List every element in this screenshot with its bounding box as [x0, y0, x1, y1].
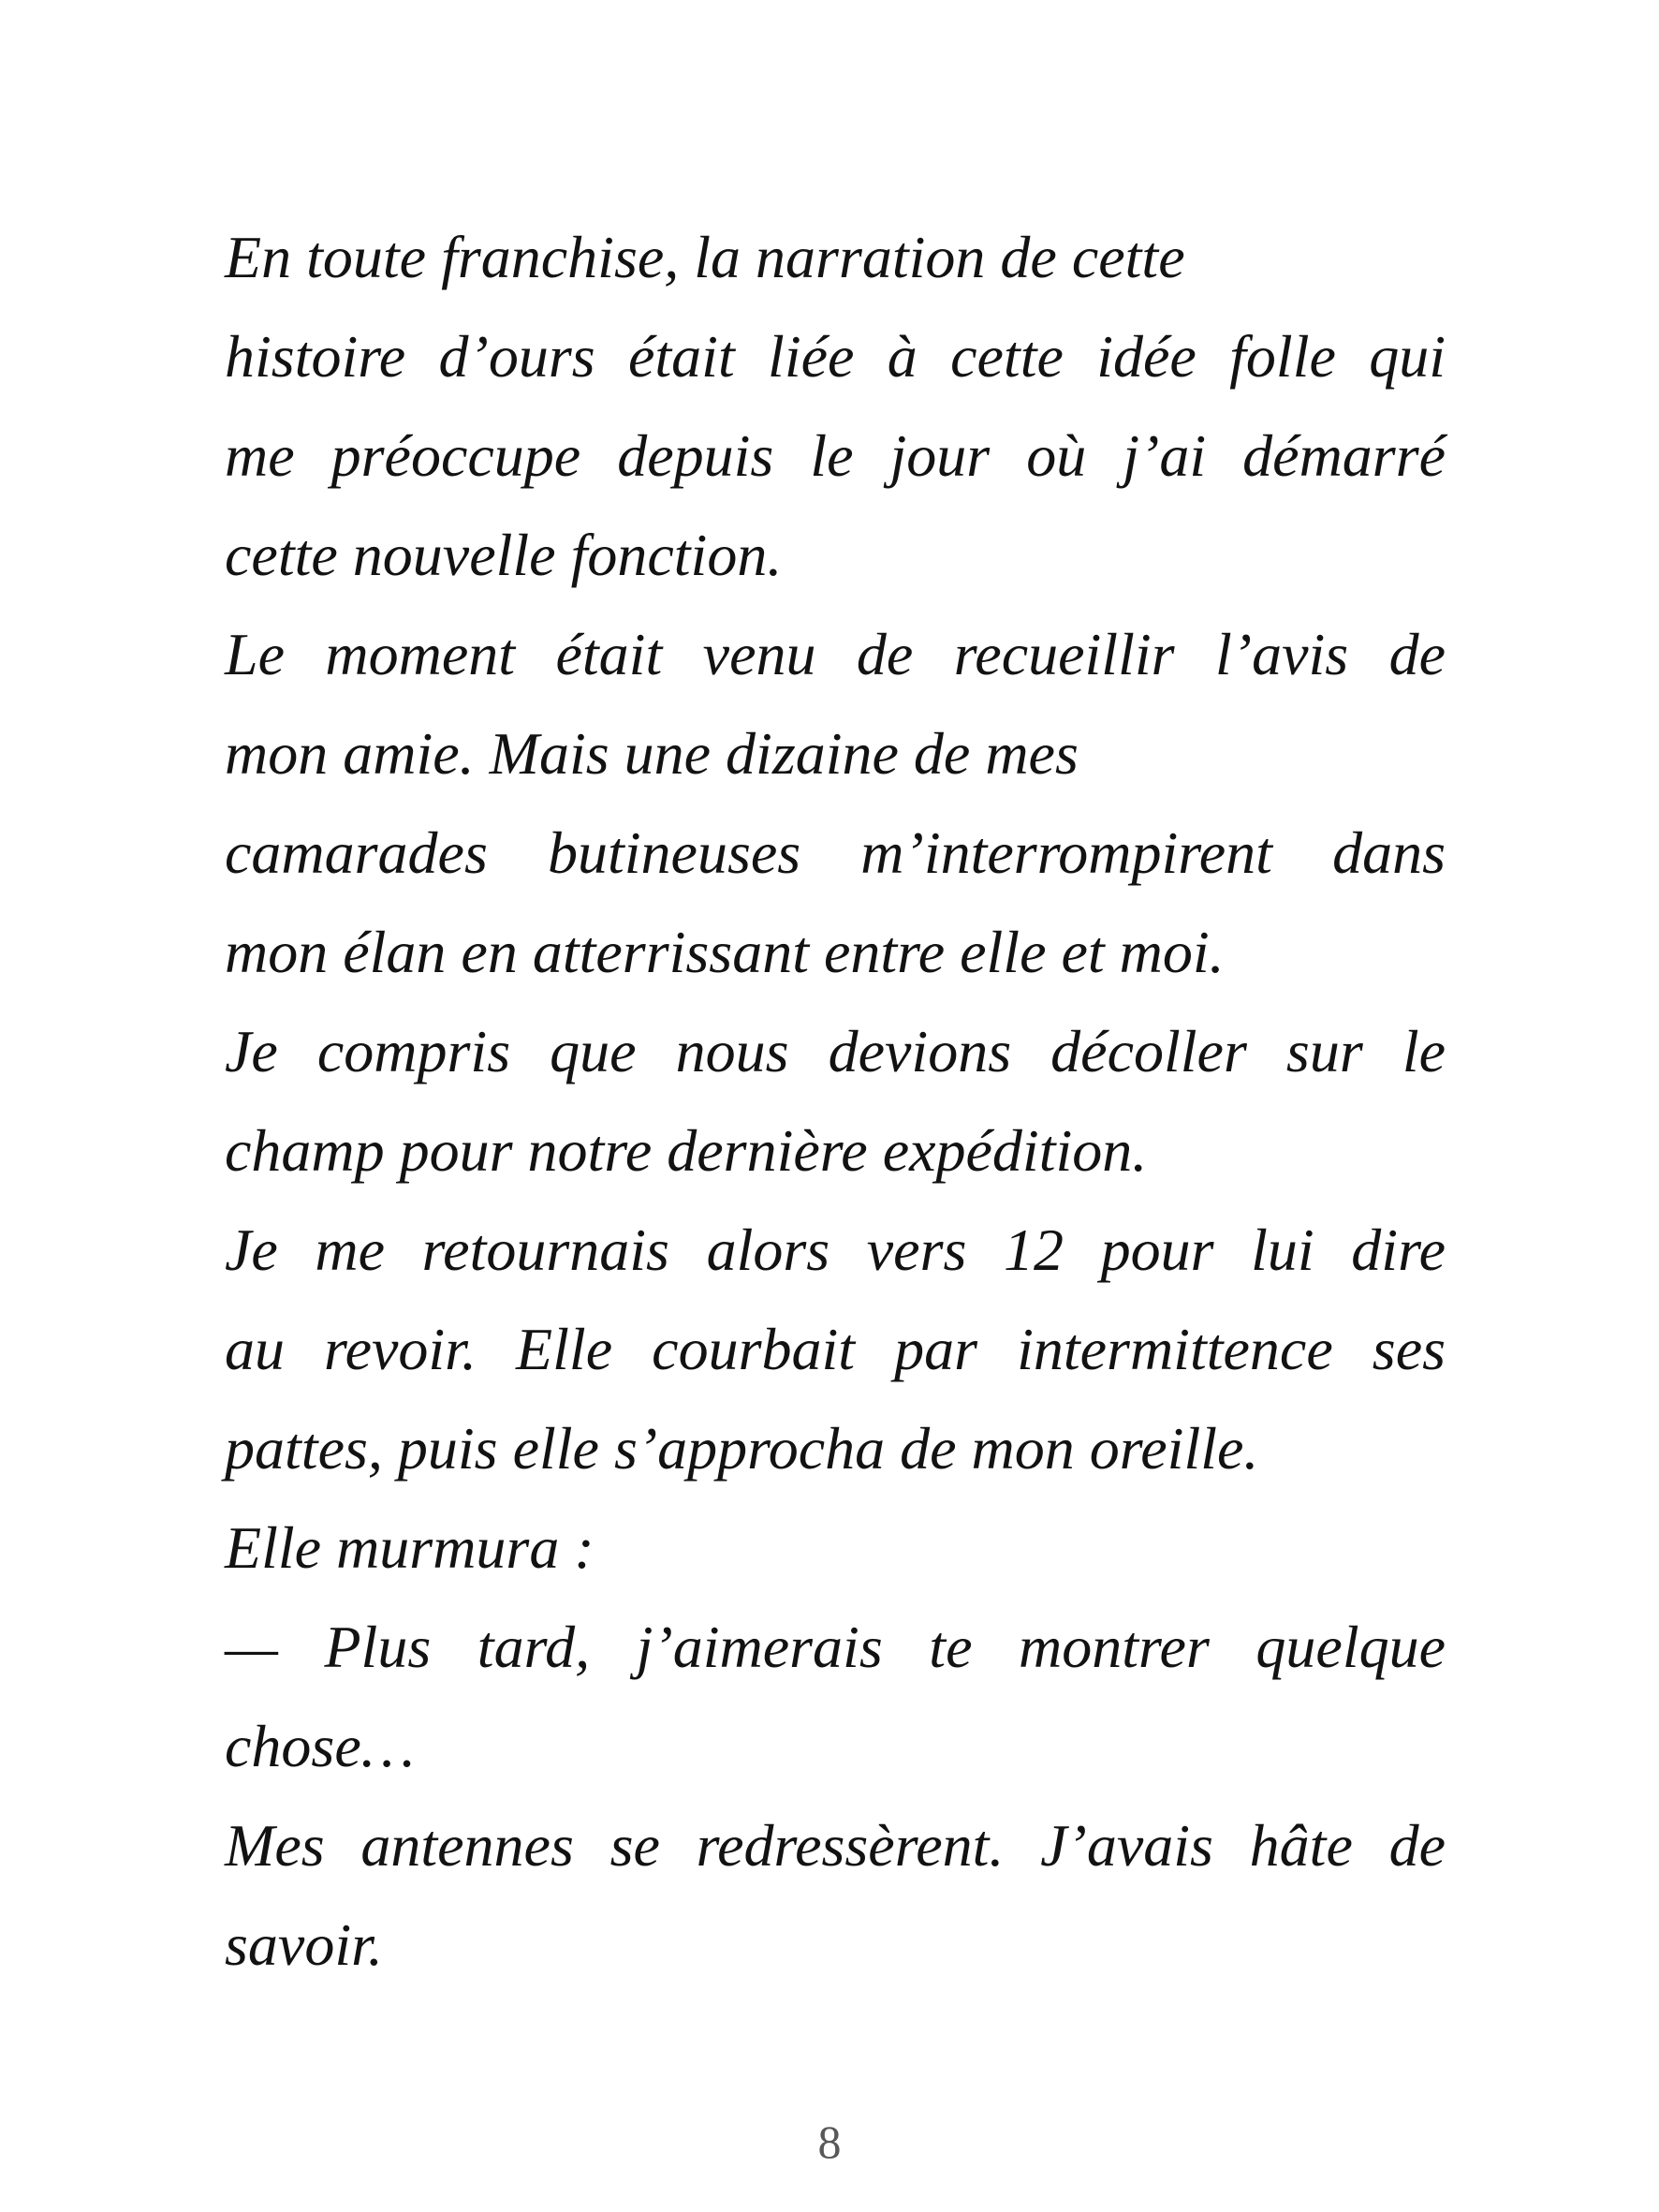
text-line: camarades butineuses m’interrompirent dans — [225, 819, 1446, 886]
text-line: Mes antennes se redressèrent. J’avais hâte de — [225, 1812, 1446, 1879]
text-line: chose… — [225, 1713, 415, 1779]
text-line: Je compris que nous devions décoller sur le — [225, 1018, 1446, 1084]
text-line: — Plus tard, j’aimerais te montrer quelque — [225, 1614, 1446, 1680]
text-line: Elle murmura : — [225, 1514, 595, 1581]
text-line: champ pour notre dernière expédition. — [225, 1117, 1148, 1184]
text-line: au revoir. Elle courbait par intermittence ses — [225, 1316, 1446, 1382]
text-line: savoir. — [225, 1911, 383, 1978]
page-number: 8 — [817, 2116, 842, 2168]
text-line: cette nouvelle fonction. — [225, 522, 783, 588]
text-line: me préoccupe depuis le jour où j’ai démarré — [225, 422, 1446, 489]
text-line: pattes, puis elle s’approcha de mon oreille. — [225, 1415, 1259, 1482]
text-line: mon amie. Mais une dizaine de mes — [225, 720, 1079, 787]
page-text — [225, 208, 1446, 1995]
text-line: Je me retournais alors vers 12 pour lui dire — [225, 1217, 1446, 1283]
text-line: En toute franchise, la narration de cette — [225, 224, 1185, 290]
text-line: Le moment était venu de recueillir l’avis de — [225, 621, 1446, 687]
text-line: mon élan en atterrissant entre elle et moi. — [225, 919, 1225, 985]
text-line: histoire d’ours était liée à cette idée folle qui — [225, 323, 1446, 390]
